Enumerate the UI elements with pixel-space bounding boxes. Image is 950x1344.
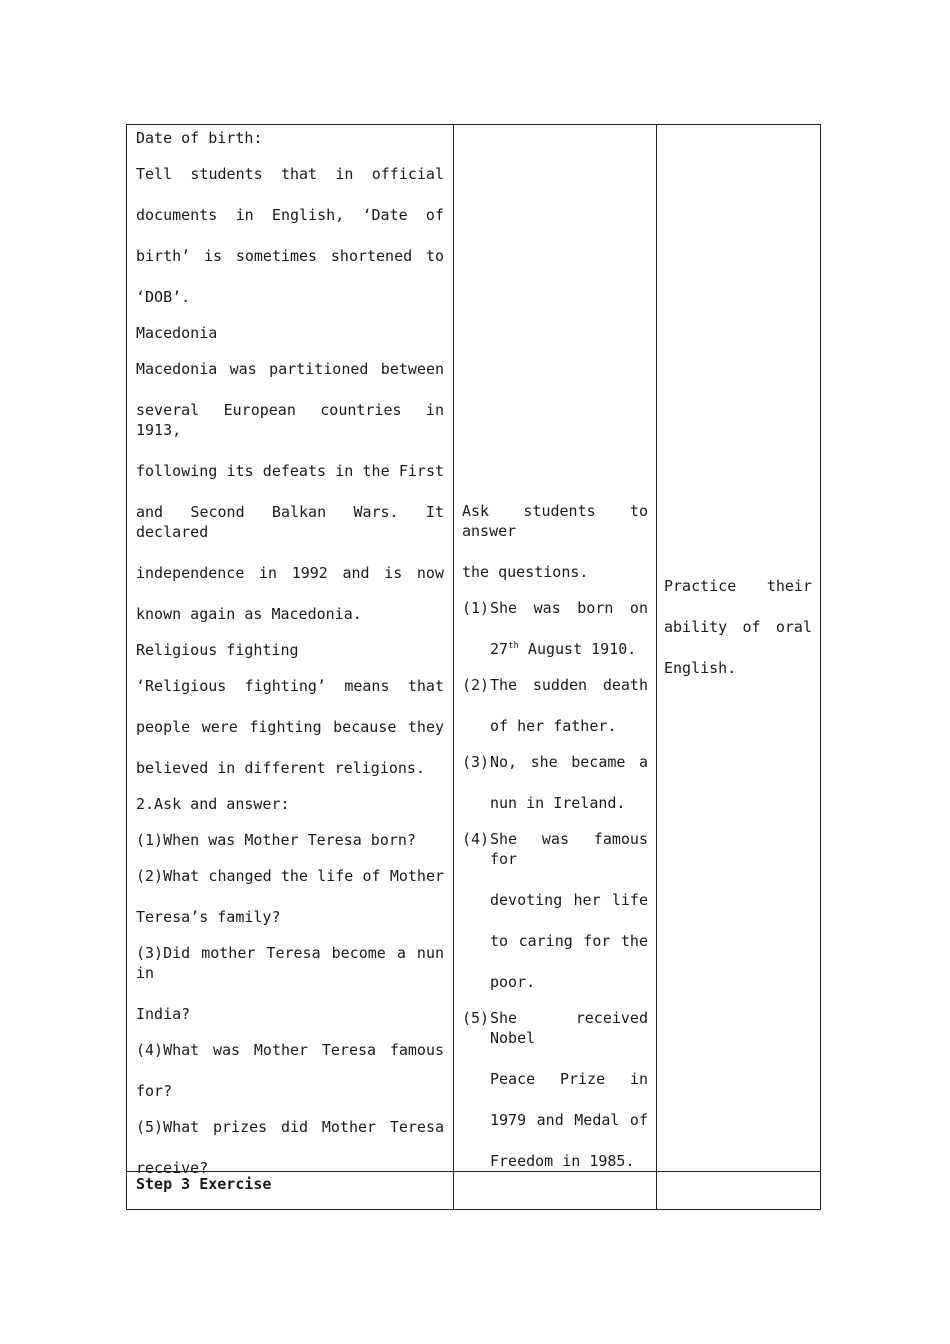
answer-item <box>462 752 648 813</box>
intro-line: Ask students to answer <box>462 502 648 540</box>
dob-line: ‘DOB’. <box>136 288 191 306</box>
question: Teresa’s family? <box>136 908 281 926</box>
question: receive? <box>136 1159 209 1177</box>
ask-heading: 2.Ask and answer: <box>136 795 290 813</box>
religious-line: ‘Religious fighting’ means that <box>136 677 444 695</box>
dob-heading: Date of birth: <box>136 129 263 147</box>
column-divider <box>656 124 657 1210</box>
macedonia-line: following its defeats in the First <box>136 462 444 480</box>
dob-line: Tell students that in official <box>136 165 444 183</box>
student-activity-cell <box>462 501 648 1171</box>
answer-line: of her father. <box>490 717 617 735</box>
answer-item <box>462 675 648 736</box>
question: (3)Did mother Teresa become a nun in <box>136 944 444 982</box>
dob-line: birth’ is sometimes shortened to <box>136 247 444 265</box>
answer-line: Peace Prize in <box>490 1070 648 1088</box>
macedonia-line: Macedonia was partitioned between <box>136 360 444 378</box>
answer-line: No, she became a <box>490 753 648 771</box>
step-heading: Step 3 Exercise <box>136 1175 272 1193</box>
teacher-activity-cell <box>136 128 444 1178</box>
question: for? <box>136 1082 173 1100</box>
column-divider <box>453 124 454 1210</box>
purpose-cell <box>664 576 812 678</box>
answer-item <box>462 829 648 992</box>
macedonia-line: independence in 1992 and is now <box>136 564 444 582</box>
question: (1)When was Mother Teresa born? <box>136 831 416 849</box>
answer-line: Freedom in 1985. <box>490 1152 635 1170</box>
answer-line: The sudden death <box>490 676 648 694</box>
answer-item <box>462 598 648 659</box>
question: (4)What was Mother Teresa famous <box>136 1041 444 1059</box>
answer-number: (4) <box>462 830 490 848</box>
answer-number: (5) <box>462 1009 490 1027</box>
question: India? <box>136 1005 191 1023</box>
macedonia-line: and Second Balkan Wars. It declared <box>136 503 444 541</box>
purpose-line: English. <box>664 659 737 677</box>
religious-line: believed in different religions. <box>136 759 425 777</box>
macedonia-heading: Macedonia <box>136 324 218 342</box>
dob-line: documents in English, ‘Date of <box>136 206 444 224</box>
answer-line: nun in Ireland. <box>490 794 626 812</box>
answer-line: to caring for the <box>490 932 648 950</box>
answer-line: She was born on <box>490 599 648 617</box>
answer-line: 27th August 1910. <box>490 640 637 658</box>
macedonia-line: known again as Macedonia. <box>136 605 362 623</box>
answer-line: She was famous for <box>490 830 648 868</box>
intro-line: the questions. <box>462 563 589 581</box>
purpose-line: ability of oral <box>664 618 812 636</box>
religious-heading: Religious fighting <box>136 641 299 659</box>
answer-number: (1) <box>462 599 490 617</box>
answer-line: devoting her life <box>490 891 648 909</box>
answer-item <box>462 1008 648 1171</box>
macedonia-line: several European countries in 1913, <box>136 401 444 439</box>
purpose-line: Practice their <box>664 577 812 595</box>
answer-number: (3) <box>462 753 490 771</box>
religious-line: people were fighting because they <box>136 718 444 736</box>
question: (2)What changed the life of Mother <box>136 867 444 885</box>
question: (5)What prizes did Mother Teresa <box>136 1118 444 1136</box>
answer-number: (2) <box>462 676 490 694</box>
answer-line: 1979 and Medal of <box>490 1111 648 1129</box>
answer-line: poor. <box>490 973 536 991</box>
answer-line: She received Nobel <box>490 1009 648 1047</box>
